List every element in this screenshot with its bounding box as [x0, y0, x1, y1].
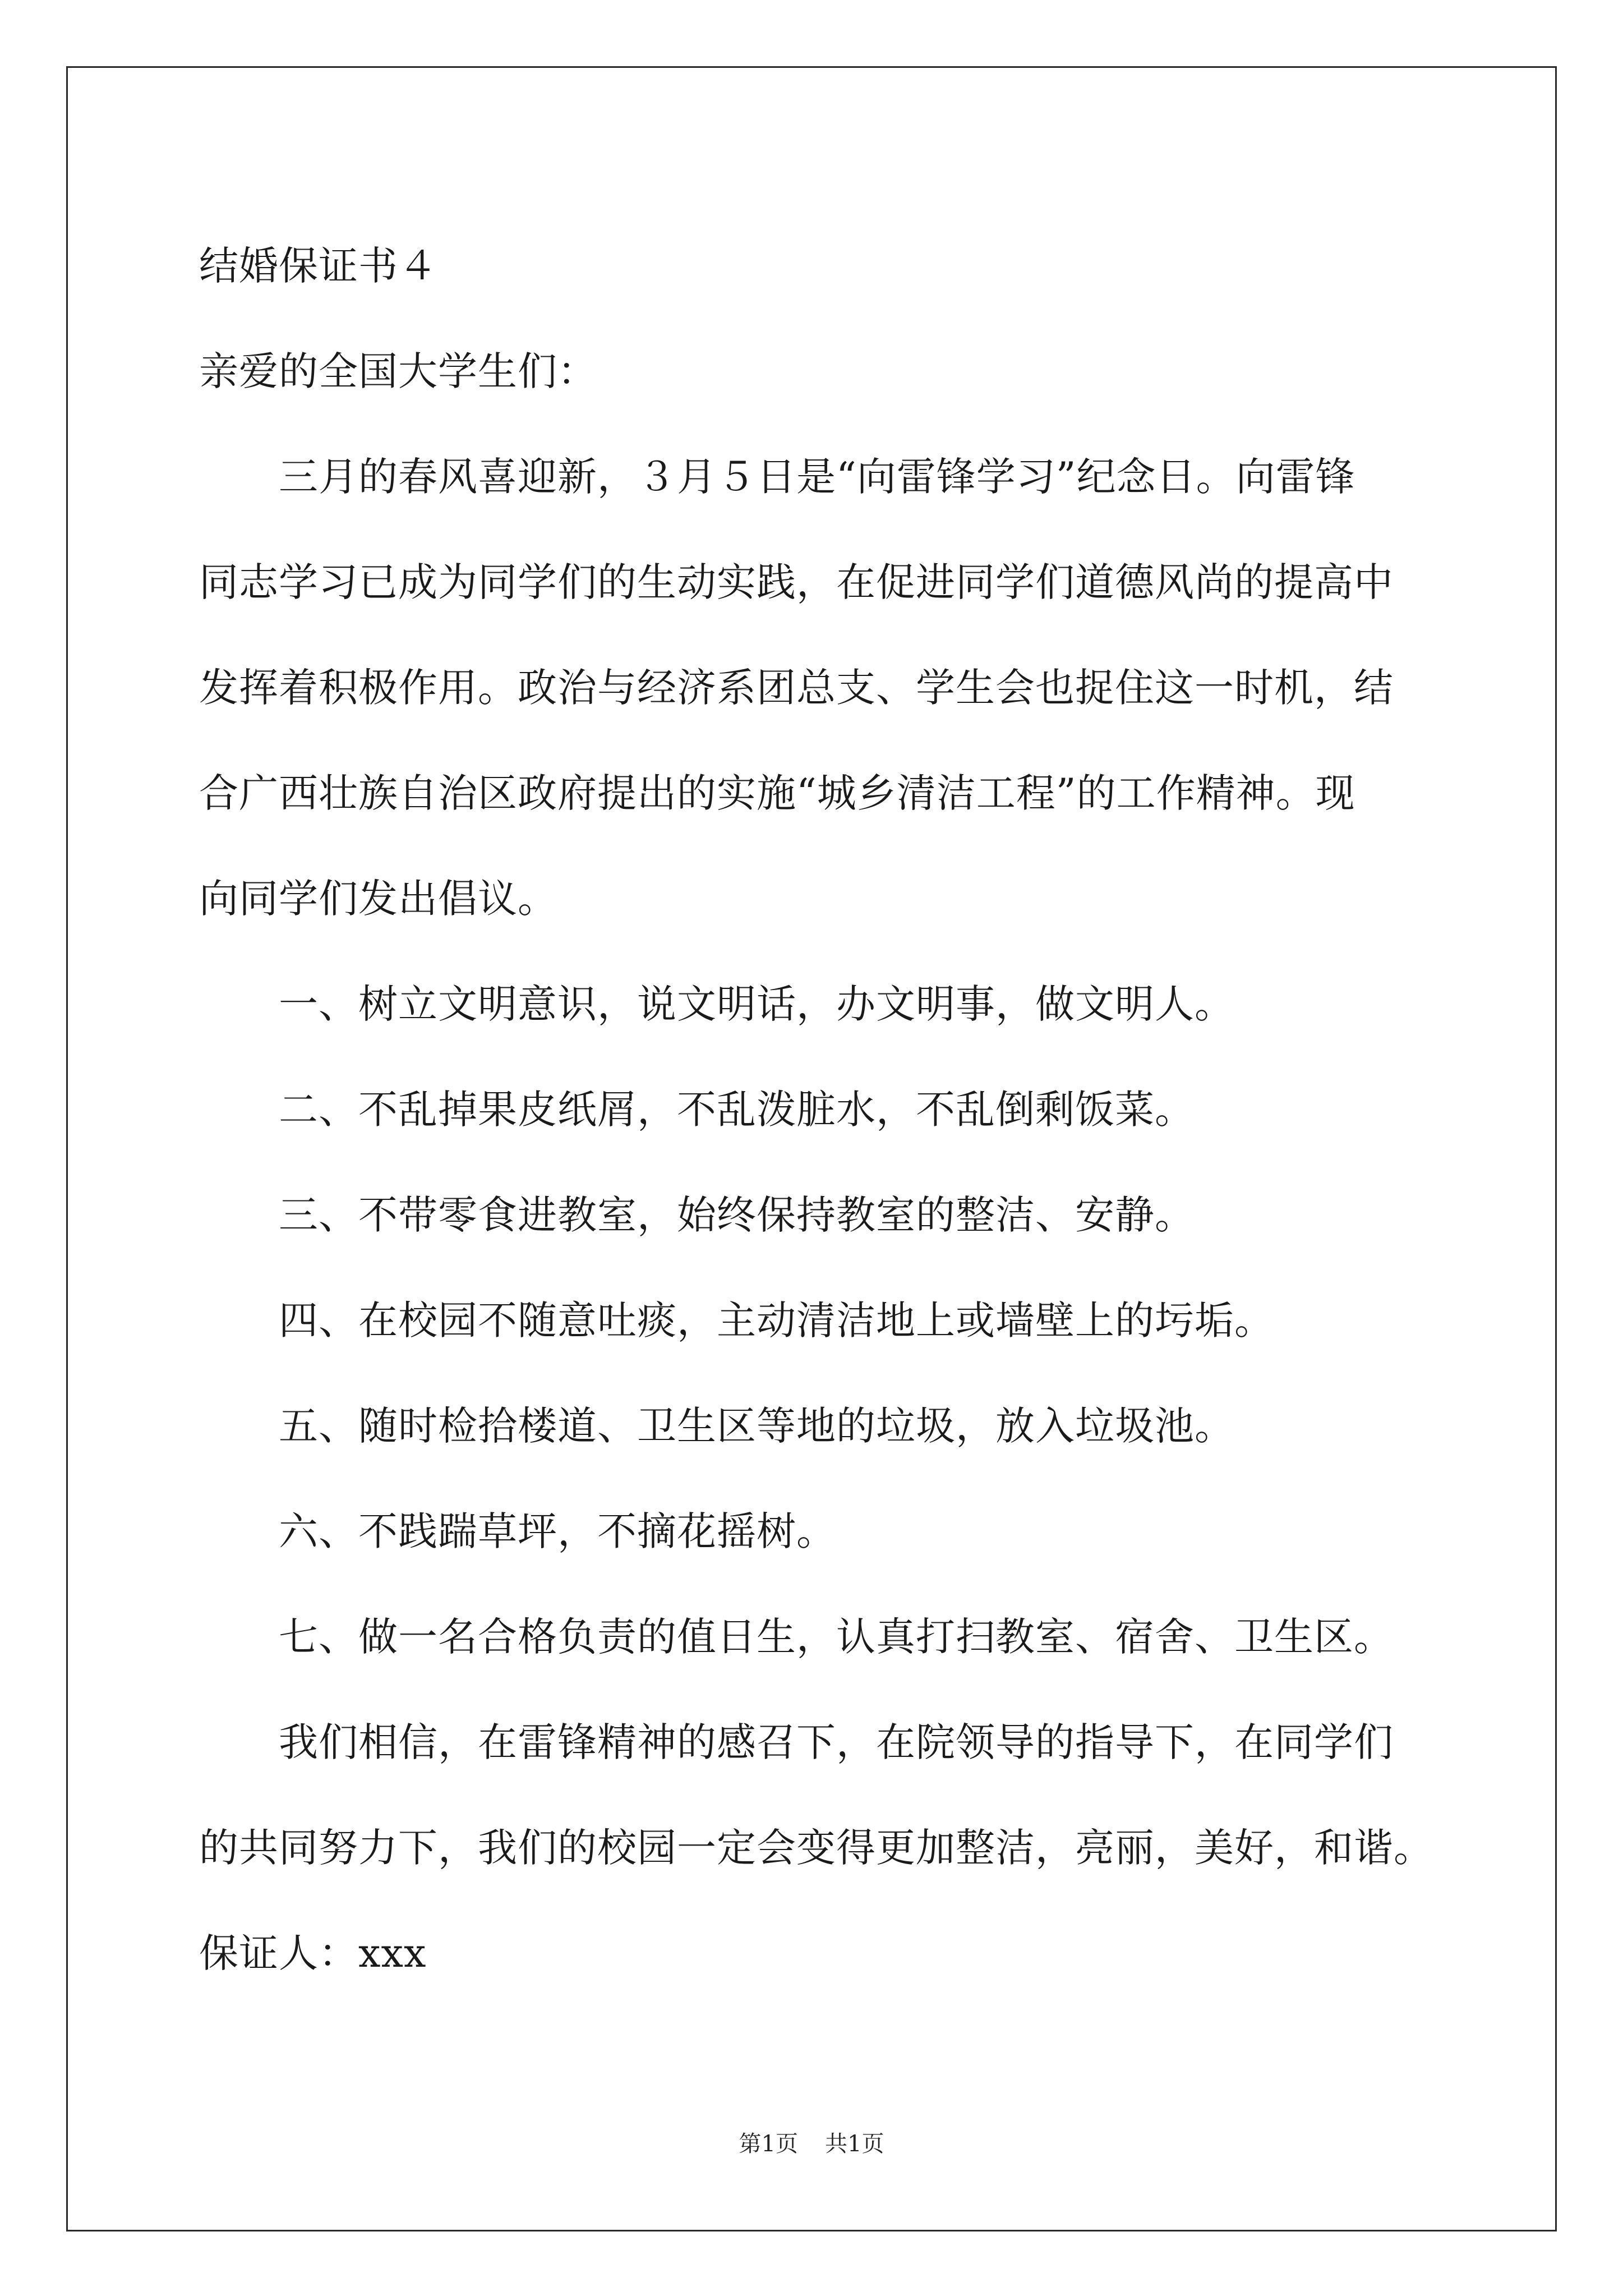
salutation: 亲爱的全国大学生们：: [199, 348, 597, 394]
paragraph-line: 合广西壮族自治区政府提出的实施“城乡清洁工程”的工作精神。现: [199, 770, 1355, 816]
closing-line: 我们相信，在雷锋精神的感召下，在院领导的指导下，在同学们: [279, 1719, 1394, 1765]
document-body: [199, 213, 1478, 2006]
closing-line: 的共同努力下，我们的校园一定会变得更加整洁，亮丽，美好，和谐。: [199, 1825, 1433, 1871]
list-item: 七、做一名合格负责的值日生，认真打扫教室、宿舍、卫生区。: [279, 1614, 1394, 1660]
paragraph-line: 向同学们发出倡议。: [199, 876, 557, 922]
signature: 保证人：xxx: [199, 1930, 427, 1976]
page-number-current: 第1页: [739, 2131, 798, 2157]
list-item: 一、树立文明意识，说文明话，办文明事，做文明人。: [279, 981, 1234, 1027]
list-item: 五、随时检拾楼道、卫生区等地的垃圾，放入垃圾池。: [279, 1403, 1234, 1449]
paragraph-line: 发挥着积极作用。政治与经济系团总支、学生会也捉住这一时机，结: [199, 665, 1394, 711]
list-item: 四、在校园不随意吐痰，主动清洁地上或墙壁上的圬垢。: [279, 1297, 1274, 1343]
list-item: 三、不带零食进教室，始终保持教室的整洁、安静。: [279, 1192, 1195, 1238]
page-footer: [0, 2127, 1623, 2161]
page-number-total: 共1页: [825, 2131, 884, 2157]
document-title: 结婚保证书４: [199, 243, 438, 289]
paragraph-line: 同志学习已成为同学们的生动实践，在促进同学们道德风尚的提高中: [199, 559, 1394, 605]
list-item: 六、不践踹草坪，不摘花摇树。: [279, 1508, 836, 1554]
list-item: 二、不乱掉果皮纸屑，不乱泼脏水，不乱倒剩饭菜。: [279, 1087, 1195, 1133]
paragraph-line: 三月的春风喜迎新，３月５日是“向雷锋学习”纪念日。向雷锋: [279, 454, 1355, 500]
